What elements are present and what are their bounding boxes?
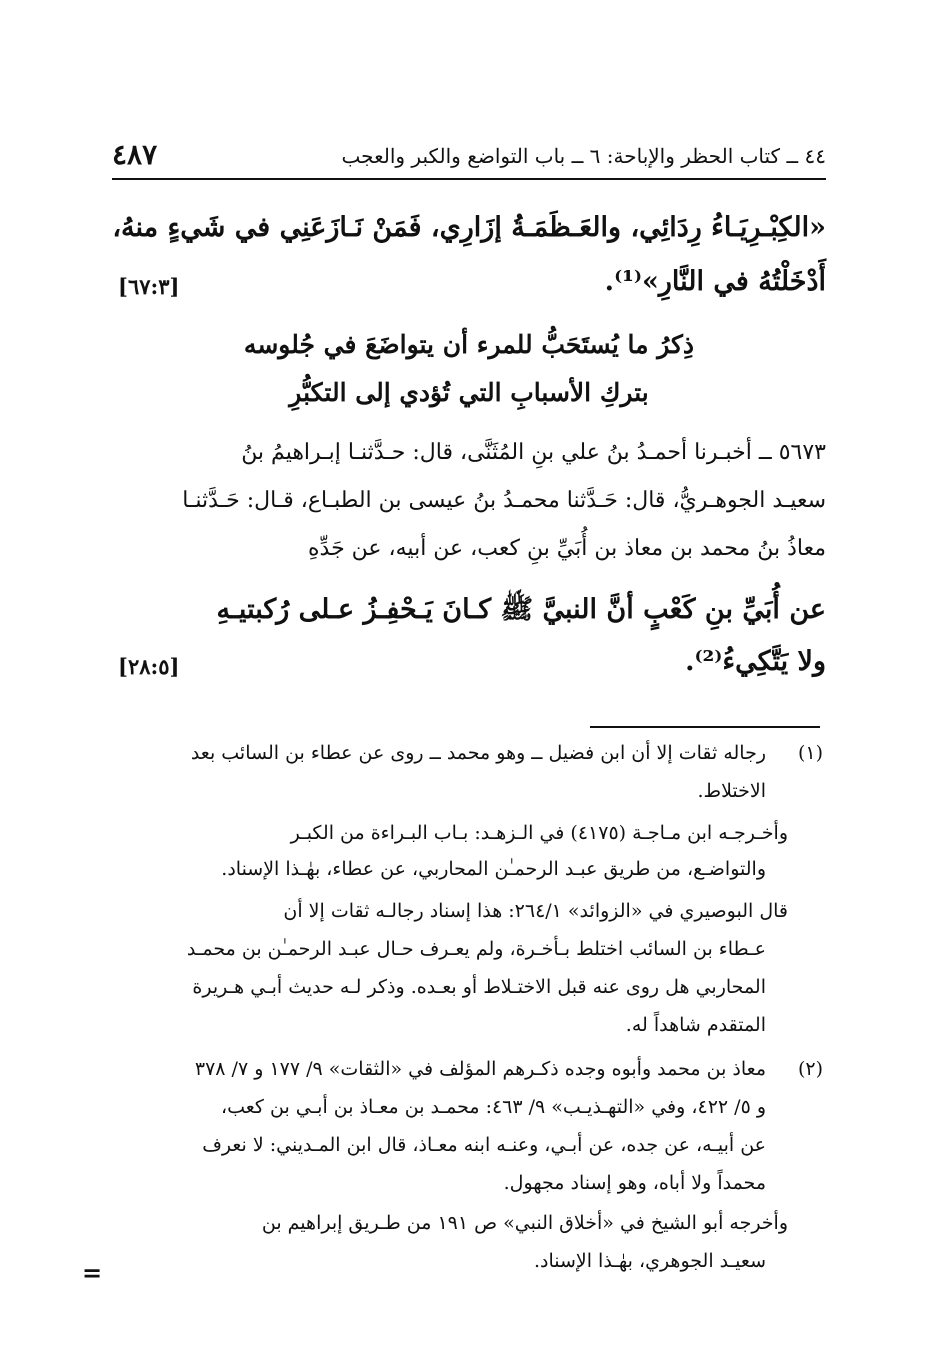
matn-reference: [٢٨:٥] [118,654,180,679]
page-header [112,138,826,180]
isnad-line: سعيـد الجوهـريُّ، قال: حَـدَّثنا محمـدُ بنُ عيسى بن الطبـاع، قـال: حَـدَّثنـا [182,488,826,513]
hadith-reference: [٦٧:٣] [118,274,180,299]
matn-line: عن أُبَيِّ بنِ كَعْبٍ أنَّ النبيَّ ﷺ كـانَ يَـحْفِـزُ عـلى رُكبتيـهِ [216,594,826,625]
footnote-line: و ٥/ ٤٢٢، وفي «التهـذيـب» ٩/ ٤٦٣: محمـد بن معـاذ بن أبـي بن كعب، [220,1096,766,1118]
footnote-line: سعيـد الجوهري، بهٰـذا الإسناد. [533,1250,766,1272]
footnote-line: قال البوصيري في «الزوائد» ٢٦٤/١: هذا إسناد رجالـه ثقات إلا أن [283,900,788,922]
footnote-number: (٢) [797,1058,823,1080]
footnote-line: رجاله ثقات إلا أن ابن فضيل ــ وهو محمد ــ روى عن عطاء بن السائب بعد [190,742,766,764]
matn-line: ولا يَتَّكِيءُ⁽²⁾. [685,646,826,677]
running-title: ٤٤ ــ كتاب الحظر والإباحة: ٦ ــ باب التواضع والكبر والعجب [341,144,826,168]
footnote-separator [590,726,820,728]
isnad-line: معاذُ بنُ محمد بن معاذ بن أُبَيِّ بنِ كعب، عن أبيه، عن جَدِّهِ [308,536,826,561]
chapter-heading: ذِكرُ ما يُستَحَبُّ للمرء أن يتواضَعَ في جُلوسه [243,330,695,359]
hadith-text-line: «الكِبْـرِيَـاءُ رِدَائِي، والعَـظَمَـةُ إزَارِي، فَمَنْ نَـازَعَنِي في شَيءٍ منهُ، [112,212,826,243]
footnote-line: عن أبيـه، عن جده، عن أبـي، وعنـه ابنه معـاذ، قال ابن المـديني: لا نعرف [202,1134,766,1156]
footnote-line: عـطاء بن السائب اختلط بـأخـرة، ولم يعـرف حـال عبـد الرحمـٰن بن محمـد [186,938,766,960]
footnote-line: الاختلاط. [697,780,766,802]
footnote-line: وأخـرجـه ابن مـاجـة (٤١٧٥) في الـزهـد: بـاب البـراءة من الكبـر [290,822,788,844]
footnote-line: وأخرجه أبو الشيخ في «أخلاق النبي» ص ١٩١ من طـريق إبراهيم بن [261,1212,788,1234]
footnote-line: المحاربي هل روى عنه قبل الاختـلاط أو بعـده. وذكر لـه حديث أبـي هـريرة [192,976,766,998]
footnote-line: محمداً ولا أباه، وهو إسناد مجهول. [503,1172,766,1194]
page-number: ٤٨٧ [112,138,158,171]
hadith-text-line: أَدْخَلْتُهُ في النَّارِ»⁽¹⁾. [604,266,826,297]
footnote-line: معاذ بن محمد وأبوه وجده ذكـرهم المؤلف في «الثقات» ٩/ ١٧٧ و ٧/ ٣٧٨ [194,1058,766,1080]
footnote-line: والتواضـع، من طريق عبـد الرحمـٰن المحاربي، عن عطاء، بهٰـذا الإسناد. [221,858,766,880]
chapter-heading: بتركِ الأسبابِ التي تُؤدي إلى التكبُّرِ [289,378,649,407]
footnote-line: المتقدم شاهداً له. [625,1014,766,1036]
continuation-mark: = [82,1258,103,1287]
footnote-number: (١) [797,742,823,764]
isnad-line: ٥٦٧٣ ــ أخبـرنا أحمـدُ بنُ علي بنِ المُثَنَّى، قال: حـدَّثنـا إبـراهيمُ بنُ [241,440,826,465]
